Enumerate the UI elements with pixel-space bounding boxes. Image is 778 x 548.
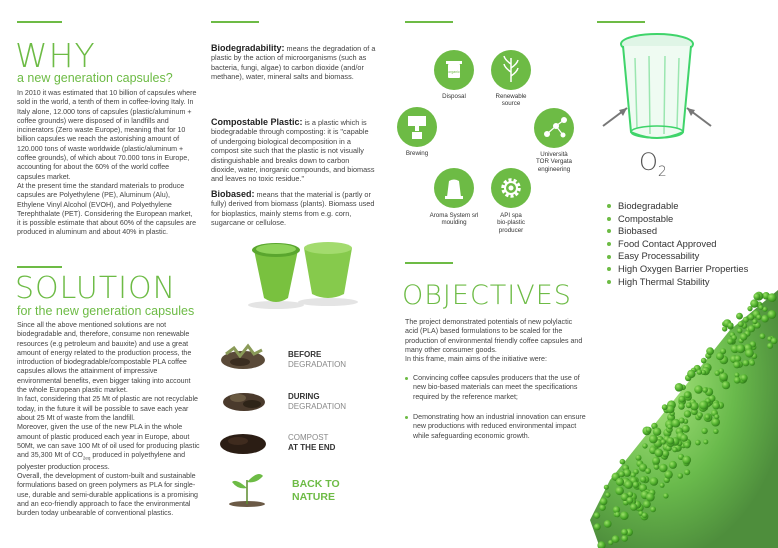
objectives-title: OBJECTIVES bbox=[402, 280, 572, 311]
pellet bbox=[599, 504, 606, 511]
definition-text: means that the material is (partly or fully) derived from biomass (plants). Biomass used for bioplastics, mainly stems from e.g. corn, sugarcane or cellulose. bbox=[211, 190, 375, 228]
pellet bbox=[663, 493, 668, 498]
pellet bbox=[753, 293, 760, 300]
pellet bbox=[640, 476, 646, 482]
pellet bbox=[630, 503, 637, 510]
feature-bullet bbox=[607, 242, 611, 246]
pellet bbox=[745, 349, 754, 358]
pellet bbox=[594, 512, 601, 519]
pellet bbox=[604, 520, 612, 528]
pellet bbox=[664, 470, 672, 478]
definition-text: is a plastic which is biodegradable through composting: it is "capable of undergoing biological decomposition in a compost site such that the plastic is not visually distinguishable and breaks down to carbon dioxide, water, inorganic compounds, and biomass and leaves no toxic residue." bbox=[211, 118, 375, 184]
pellet bbox=[650, 477, 659, 486]
pellet bbox=[667, 437, 674, 444]
feature-bullet bbox=[607, 267, 611, 271]
gear-icon bbox=[491, 168, 531, 208]
pellet bbox=[731, 335, 737, 341]
green-capsules-image bbox=[236, 236, 366, 311]
pellet bbox=[768, 310, 777, 319]
pellet bbox=[660, 483, 665, 488]
pellet bbox=[734, 373, 739, 378]
brewing-circle bbox=[397, 107, 437, 147]
top-rule-4 bbox=[597, 21, 645, 23]
feature-text: High Oxygen Barrier Properties bbox=[618, 262, 749, 274]
pellet bbox=[604, 485, 609, 490]
pellet bbox=[652, 457, 660, 465]
pellet bbox=[720, 348, 726, 354]
why-title: WHY bbox=[15, 36, 96, 75]
pellet bbox=[654, 464, 660, 470]
compost-image bbox=[218, 426, 268, 456]
pellet bbox=[684, 469, 690, 475]
pellet bbox=[620, 511, 629, 520]
o2-label bbox=[639, 148, 667, 180]
capsule-icon bbox=[434, 168, 474, 208]
objectives-intro: The project demonstrated potentials of new polylactic acid (PLA) based formulations to be scaled for the production of environmental friendly coffee capsules and many other consumer goods. In this frame, main aims of the initiative were: bbox=[405, 318, 583, 364]
pellet bbox=[697, 412, 703, 418]
pellet bbox=[713, 429, 718, 434]
definition-text: means the degradation of a plastic by the action of microorganisms (such as bacteria, fungi, algae) to carbon dioxide (and/or methane), water, mineral salts and biomass. bbox=[211, 44, 376, 82]
stage-compost-sublabel: AT THE END bbox=[288, 442, 336, 452]
pellet bbox=[679, 418, 685, 424]
definition-biodegradability bbox=[211, 44, 376, 82]
pellet bbox=[722, 381, 730, 389]
pellet bbox=[646, 493, 655, 502]
pellet bbox=[675, 383, 684, 392]
pellet bbox=[740, 333, 748, 341]
pellet bbox=[678, 473, 684, 479]
pellet bbox=[736, 344, 745, 353]
definition-biobased bbox=[211, 190, 376, 228]
stage-during bbox=[288, 392, 346, 411]
feature-item bbox=[607, 263, 748, 276]
pellet bbox=[737, 328, 742, 333]
feature-bullet bbox=[607, 255, 611, 259]
features-list bbox=[607, 200, 748, 288]
pellet bbox=[667, 424, 672, 429]
pellet bbox=[605, 492, 610, 497]
co2-subscript: 2eq bbox=[82, 455, 91, 461]
pellet bbox=[719, 368, 724, 373]
pellet bbox=[760, 333, 766, 339]
pellet bbox=[752, 319, 757, 324]
objective-item-2: Demonstrating how an industrial innovation can ensure new productions with reduced environmental impact while safeguarding economic growth. bbox=[413, 413, 586, 440]
pellet bbox=[615, 512, 621, 518]
pellet bbox=[661, 439, 666, 444]
solution-subtitle: for the new generation capsules bbox=[17, 304, 195, 318]
feature-bullet bbox=[607, 217, 611, 221]
pellet bbox=[705, 414, 710, 419]
pellet bbox=[608, 540, 613, 545]
feature-text: Biobased bbox=[618, 225, 658, 237]
pellet bbox=[680, 434, 688, 442]
organic-tag: organic bbox=[448, 70, 460, 74]
pellet bbox=[719, 372, 728, 381]
pellet bbox=[694, 385, 703, 394]
feature-bullet bbox=[607, 280, 611, 284]
pellet bbox=[645, 468, 651, 474]
solution-text-1: Since all the above mentioned solutions are not biodegradable and, therefore, consume non renewable resources (e.g petroleum and bauxite) and use a great amount of energy related to the production process, the introduction of biodegradable/compostable PLA coffee capsules allows the attainment of impressive environmental benefits, even bigger taking into account the whole European plastic market. In fact, considering that 25 Mt of plastic are not recyclable today, in the future it will be possible to save each year about 25 Mt of waste from the landfill. Moreover, given the use of the new PLA in the whole amount of plastic produced each year in Europe, about 50Mt, we can save 100 Mt of oil used for producing plastic and 35,300 Mt of CO bbox=[17, 321, 200, 460]
o2-main: O bbox=[639, 148, 658, 176]
objective-item-1: Convincing coffee capsules producers that the use of new bio-based materials can meet the specifications required by the reference market; bbox=[413, 374, 580, 401]
before-degradation-image bbox=[218, 342, 268, 372]
pellet bbox=[649, 435, 658, 444]
pellet bbox=[600, 498, 608, 506]
pla-pellets-image bbox=[590, 290, 778, 548]
pellet bbox=[679, 396, 686, 403]
pellet bbox=[620, 459, 626, 465]
feature-bullet bbox=[607, 229, 611, 233]
pellet bbox=[646, 427, 652, 433]
pellet bbox=[655, 449, 664, 458]
o2-sub: 2 bbox=[657, 163, 667, 180]
pellet bbox=[702, 387, 708, 393]
aroma-label: Aroma System srl moulding bbox=[429, 212, 479, 227]
sprout-image bbox=[226, 464, 268, 508]
stage-compost-label: COMPOST bbox=[288, 433, 329, 442]
feature-item bbox=[607, 200, 748, 213]
feature-text: Compostable bbox=[618, 212, 674, 224]
stage-before bbox=[288, 350, 346, 369]
pellet bbox=[748, 325, 755, 332]
pellet bbox=[662, 404, 668, 410]
stage-before-sublabel: DEGRADATION bbox=[288, 359, 347, 369]
pellet bbox=[697, 369, 702, 374]
disposal-circle bbox=[434, 50, 474, 90]
stage-before-label: BEFORE bbox=[288, 350, 322, 359]
pellet bbox=[659, 464, 668, 473]
pellet bbox=[695, 440, 701, 446]
top-rule-2 bbox=[211, 21, 259, 23]
top-rule-1 bbox=[17, 21, 62, 23]
pellet bbox=[771, 338, 778, 345]
pellet bbox=[741, 374, 748, 381]
pellet bbox=[650, 506, 656, 512]
pellet bbox=[701, 428, 707, 434]
feature-bullet bbox=[607, 204, 611, 208]
pellet bbox=[756, 315, 761, 320]
top-rule-3 bbox=[405, 21, 453, 23]
objective-bullet-2 bbox=[405, 416, 408, 419]
api-circle bbox=[491, 168, 531, 208]
pellet bbox=[703, 439, 708, 444]
definition-term: Biobased: bbox=[211, 189, 255, 199]
pellet bbox=[733, 361, 740, 368]
molecule-icon bbox=[534, 108, 574, 148]
feature-text: Easy Processability bbox=[618, 250, 700, 262]
pellet bbox=[687, 370, 695, 378]
feature-text: Food Contact Approved bbox=[618, 237, 717, 249]
pellet bbox=[643, 500, 651, 508]
stage-nature bbox=[292, 478, 340, 504]
pellet bbox=[758, 305, 763, 310]
solution-text bbox=[17, 321, 202, 519]
pellet bbox=[712, 402, 720, 410]
definition-term: Biodegradability: bbox=[211, 43, 285, 53]
wheat-icon bbox=[491, 50, 531, 90]
feature-item bbox=[607, 276, 748, 289]
why-subtitle: a new generation capsules? bbox=[17, 71, 173, 85]
pellet bbox=[669, 461, 677, 469]
pellet bbox=[621, 529, 628, 536]
universita-circle bbox=[534, 108, 574, 148]
renewable-label: Renewable source bbox=[495, 93, 527, 108]
feature-item bbox=[607, 250, 748, 263]
pellet bbox=[619, 471, 625, 477]
capsule-oxygen-barrier-image bbox=[597, 28, 717, 153]
definition-compostable bbox=[211, 118, 376, 184]
pellet bbox=[594, 523, 601, 530]
pellet bbox=[750, 299, 758, 307]
aroma-circle bbox=[434, 168, 474, 208]
pellet bbox=[768, 293, 777, 302]
pellet bbox=[633, 482, 639, 488]
pellet bbox=[736, 313, 743, 320]
pellet bbox=[738, 321, 744, 327]
feature-text: High Thermal Stability bbox=[618, 275, 710, 287]
pellet bbox=[684, 392, 691, 399]
pellet bbox=[624, 480, 633, 489]
recycle-bin-icon bbox=[434, 50, 474, 90]
pellet bbox=[636, 455, 642, 461]
api-label: API spa bio-plastic producer bbox=[497, 212, 525, 234]
pellet bbox=[678, 403, 685, 410]
universita-label: Università TOR Vergata engineering bbox=[536, 151, 572, 173]
pellet bbox=[714, 414, 719, 419]
stage-nature-sublabel: NATURE bbox=[292, 491, 335, 503]
objective-bullet-1 bbox=[405, 377, 408, 380]
feature-text: Biodegradable bbox=[618, 200, 679, 211]
solution-title: SOLUTION bbox=[15, 271, 177, 306]
pellet bbox=[767, 343, 773, 349]
pellet bbox=[686, 402, 692, 408]
stage-during-label: DURING bbox=[288, 392, 320, 401]
pellet bbox=[684, 410, 691, 417]
renewable-circle bbox=[491, 50, 531, 90]
pellet bbox=[699, 401, 708, 410]
pellet bbox=[749, 360, 755, 366]
stage-compost bbox=[288, 433, 335, 452]
pellet bbox=[653, 428, 661, 436]
pellet bbox=[706, 347, 714, 355]
pellet bbox=[621, 535, 628, 542]
pellet bbox=[642, 443, 647, 448]
brewing-label: Brewing bbox=[405, 150, 429, 157]
pellet bbox=[642, 513, 648, 519]
objectives-rule bbox=[405, 262, 453, 264]
pellet bbox=[682, 456, 691, 465]
feature-item bbox=[607, 238, 748, 251]
section-rule bbox=[17, 266, 62, 268]
disposal-label: Disposal bbox=[442, 93, 466, 100]
pellet bbox=[684, 442, 691, 449]
pellet bbox=[743, 360, 750, 367]
pellet bbox=[734, 355, 741, 362]
feature-item bbox=[607, 213, 748, 226]
pellet bbox=[701, 358, 707, 364]
stage-during-sublabel: DEGRADATION bbox=[288, 401, 347, 411]
pellet bbox=[727, 322, 733, 328]
why-text: In 2010 it was estimated that 10 billion of capsules where sold in the world, a tenth of them in coffee-loving Italy. In Italy alone, 12.000 tons of capsules (plastic/aluminum + coffee grounds) were disposed of in landfills and incinerators (Zero waste Europe), meaning that for 10 billion capsules we reach the astonishing amount of 120.000 tons of waste worldwide (plastic/aluminum + coffee grounds), of which about 70.000 tons in Europe, accounting for about the 60% of the world coffee capsules market. At the present time the standard materials to produce capsules are Polyethylene (PE), Aluminum (Alu), Ethylene Vinyl Alcohol (EVOH), and Polyethylene Terephthalate (PET). Considering the European market, it is possible estimate that about 60% of the capsules are produced in aluminum and about 40% in plastic. bbox=[17, 89, 197, 237]
definition-term: Compostable Plastic: bbox=[211, 117, 303, 127]
pellet bbox=[627, 497, 634, 504]
stage-nature-label: BACK TO bbox=[292, 478, 340, 490]
pellet bbox=[734, 377, 741, 384]
feature-item bbox=[607, 225, 748, 238]
pellet bbox=[672, 447, 677, 452]
pellet bbox=[761, 315, 769, 323]
during-degradation-image bbox=[220, 384, 268, 414]
pellet bbox=[748, 314, 754, 320]
pellet bbox=[616, 478, 624, 486]
coffee-machine-icon bbox=[397, 107, 437, 147]
solution-text-2: produced in polyethylene and polyester production process. Overall, the development of custom-built and sustainable formulations based on green polymers as PLA for single-use, durable and semi-durable applications is a promising and an eco-friendly approach to face the environmental burden today unbearable of conventional plastics. bbox=[17, 451, 198, 518]
